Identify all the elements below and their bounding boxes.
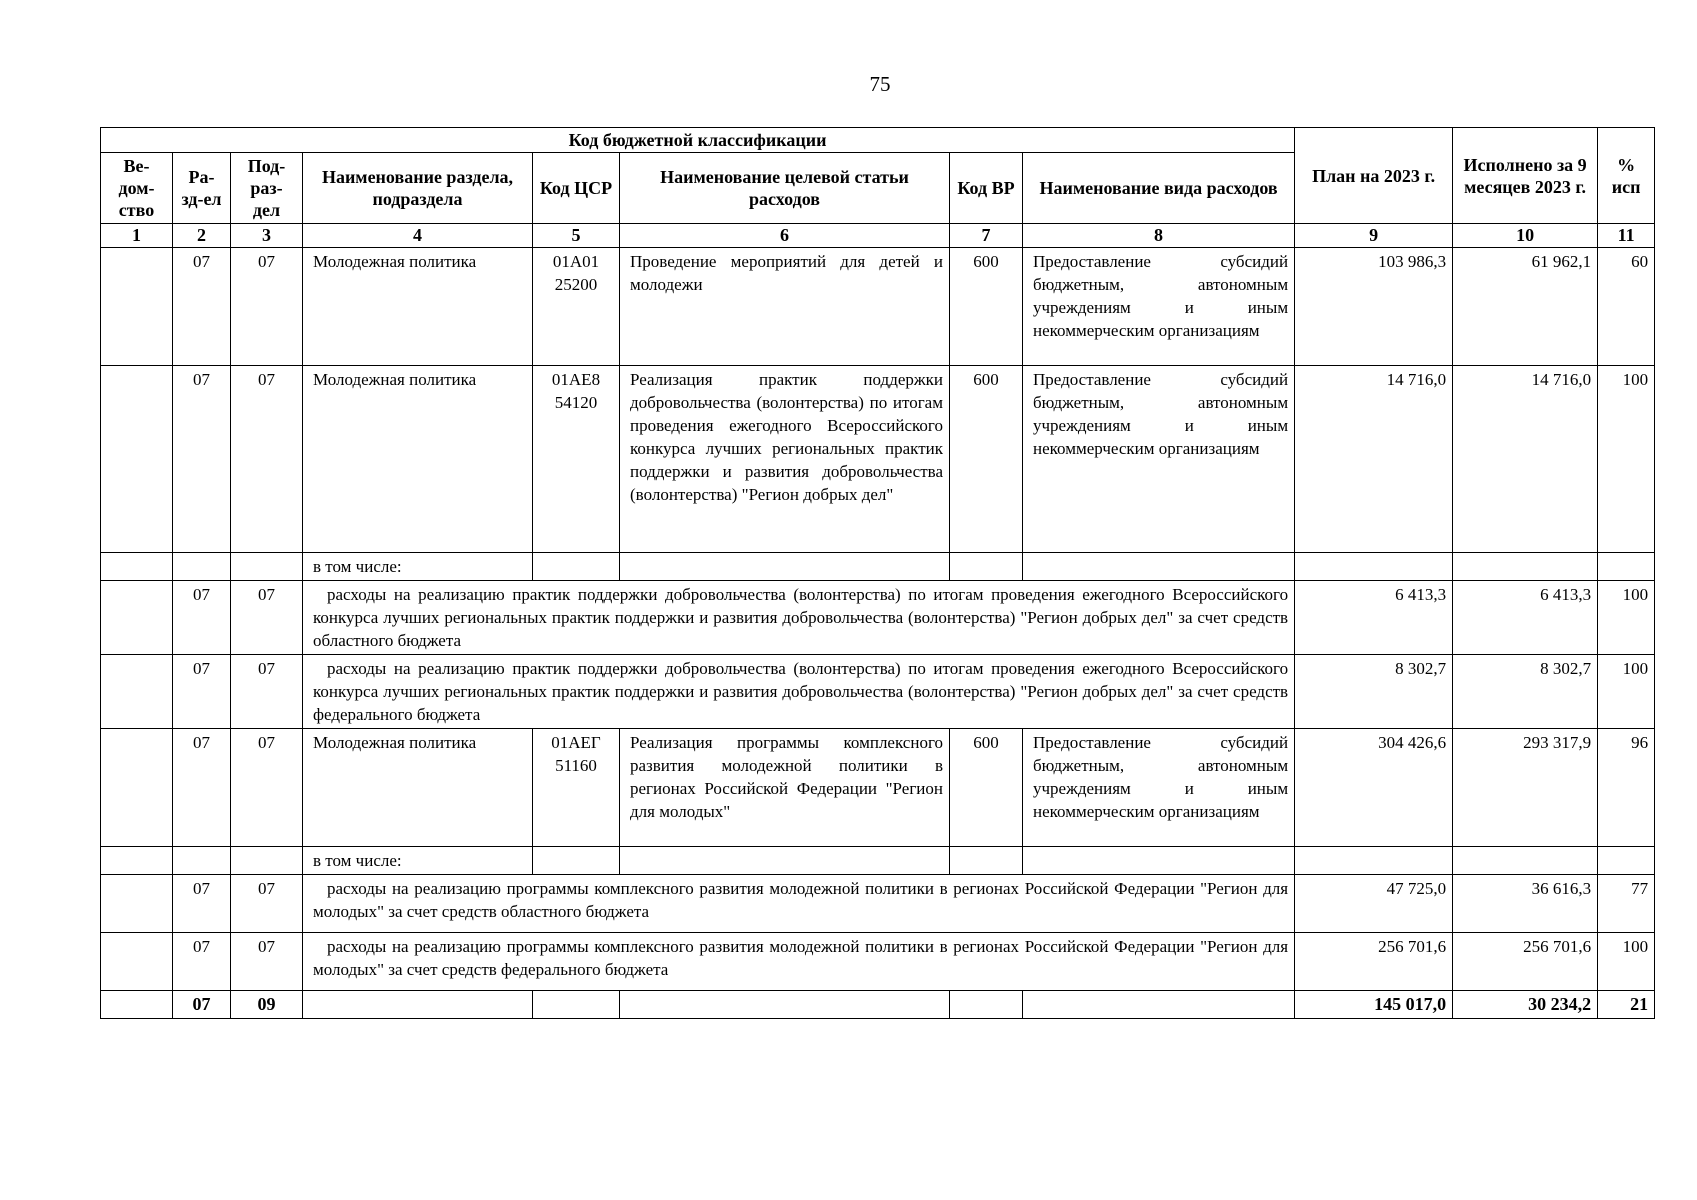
column-number: 2 [173, 224, 231, 248]
cell-executed: 30 234,2 [1453, 991, 1598, 1019]
cell-expense-description: расходы на реализацию практик поддержки добровольчества (волонтерства) по итогам проведения ежегодного Всероссийского конкурса лучших региональных практик поддержки и развития добровольчества (волонтерства) "Регион добрых дел" за счет средств областного бюджета [303, 581, 1295, 655]
cell-executed: 61 962,1 [1453, 248, 1598, 366]
cell-department [101, 991, 173, 1019]
table-row [101, 933, 1655, 991]
cell-empty [1453, 847, 1598, 875]
cell-department [101, 655, 173, 729]
cell-target-name: Реализация практик поддержки добровольчества (волонтерства) по итогам проведения ежегодного Всероссийского конкурса лучших региональных практик поддержки и развития добровольчества (волонтерства) "Регион добрых дел" [620, 366, 950, 553]
column-number: 5 [533, 224, 620, 248]
column-number: 4 [303, 224, 533, 248]
cell-empty [101, 553, 173, 581]
header-plan: План на 2023 г. [1295, 128, 1453, 224]
table-row [101, 875, 1655, 933]
header-row-group [101, 128, 1655, 153]
cell-including-label: в том числе: [303, 847, 533, 875]
cell-empty [533, 847, 620, 875]
header-expense-type: Наименование вида расходов [1023, 153, 1295, 224]
cell-expense-description: расходы на реализацию программы комплексного развития молодежной политики в регионах Российской Федерации "Регион для молодых" за счет средств областного бюджета [303, 875, 1295, 933]
column-number: 7 [950, 224, 1023, 248]
cell-subsection: 07 [231, 729, 303, 847]
column-number: 11 [1598, 224, 1655, 248]
cell-expense-description: расходы на реализацию программы комплексного развития молодежной политики в регионах Российской Федерации "Регион для молодых" за счет средств федерального бюджета [303, 933, 1295, 991]
cell-section: 07 [173, 729, 231, 847]
cell-empty [950, 991, 1023, 1019]
table-row [101, 581, 1655, 655]
cell-plan: 14 716,0 [1295, 366, 1453, 553]
cell-percent: 100 [1598, 933, 1655, 991]
cell-section-name: Молодежная политика [303, 248, 533, 366]
cell-percent: 100 [1598, 366, 1655, 553]
cell-section: 07 [173, 991, 231, 1019]
cell-subsection: 07 [231, 581, 303, 655]
cell-plan: 47 725,0 [1295, 875, 1453, 933]
table-row [101, 248, 1655, 366]
cell-plan: 8 302,7 [1295, 655, 1453, 729]
cell-subsection: 07 [231, 933, 303, 991]
cell-empty [173, 553, 231, 581]
cell-section-name: Молодежная политика [303, 729, 533, 847]
cell-executed: 14 716,0 [1453, 366, 1598, 553]
cell-plan: 103 986,3 [1295, 248, 1453, 366]
cell-subsection: 07 [231, 248, 303, 366]
cell-including-label: в том числе: [303, 553, 533, 581]
cell-expense-type: Предоставление субсидий бюджетным, автономным учреждениям и иным некоммерческим организациям [1023, 366, 1295, 553]
cell-empty [303, 991, 533, 1019]
table-row-subtotal [101, 991, 1655, 1019]
header-percent: % исп [1598, 128, 1655, 224]
cell-empty [1598, 553, 1655, 581]
cell-csr-code: 01АЕГ 51160 [533, 729, 620, 847]
page-number: 75 [869, 72, 891, 96]
cell-empty [950, 847, 1023, 875]
cell-percent: 77 [1598, 875, 1655, 933]
cell-department [101, 729, 173, 847]
header-target-name: Наименование целевой статьи расходов [620, 153, 950, 224]
cell-percent: 100 [1598, 655, 1655, 729]
cell-executed: 256 701,6 [1453, 933, 1598, 991]
table-row [101, 553, 1655, 581]
header-executed: Исполнено за 9 месяцев 2023 г. [1453, 128, 1598, 224]
cell-section: 07 [173, 875, 231, 933]
column-number: 6 [620, 224, 950, 248]
table-row [101, 729, 1655, 847]
cell-csr-code: 01А01 25200 [533, 248, 620, 366]
cell-section-name: Молодежная политика [303, 366, 533, 553]
header-column-numbers [101, 224, 1655, 248]
cell-subsection: 07 [231, 366, 303, 553]
cell-subsection: 09 [231, 991, 303, 1019]
table-row [101, 655, 1655, 729]
cell-target-name: Реализация программы комплексного развития молодежной политики в регионах Российской Федерации "Регион для молодых" [620, 729, 950, 847]
column-number: 3 [231, 224, 303, 248]
cell-empty [101, 847, 173, 875]
cell-vr-code: 600 [950, 729, 1023, 847]
cell-department [101, 366, 173, 553]
cell-executed: 293 317,9 [1453, 729, 1598, 847]
cell-percent: 96 [1598, 729, 1655, 847]
cell-empty [1023, 991, 1295, 1019]
cell-empty [173, 847, 231, 875]
cell-subsection: 07 [231, 655, 303, 729]
cell-empty [1023, 553, 1295, 581]
cell-expense-type: Предоставление субсидий бюджетным, автономным учреждениям и иным некоммерческим организациям [1023, 248, 1295, 366]
cell-empty [1598, 847, 1655, 875]
header-csr-code: Код ЦСР [533, 153, 620, 224]
cell-percent: 100 [1598, 581, 1655, 655]
cell-section: 07 [173, 366, 231, 553]
table-row [101, 366, 1655, 553]
cell-percent: 21 [1598, 991, 1655, 1019]
cell-department [101, 875, 173, 933]
cell-section: 07 [173, 581, 231, 655]
budget-table [100, 127, 1655, 1019]
cell-empty [620, 847, 950, 875]
cell-executed: 6 413,3 [1453, 581, 1598, 655]
cell-department [101, 248, 173, 366]
cell-department [101, 933, 173, 991]
cell-vr-code: 600 [950, 248, 1023, 366]
cell-department [101, 581, 173, 655]
header-section: Ра-зд-ел [173, 153, 231, 224]
cell-empty [1023, 847, 1295, 875]
cell-plan: 145 017,0 [1295, 991, 1453, 1019]
cell-plan: 304 426,6 [1295, 729, 1453, 847]
column-number: 8 [1023, 224, 1295, 248]
header-department: Ве-дом-ство [101, 153, 173, 224]
cell-vr-code: 600 [950, 366, 1023, 553]
cell-section: 07 [173, 248, 231, 366]
cell-subsection: 07 [231, 875, 303, 933]
cell-executed: 36 616,3 [1453, 875, 1598, 933]
cell-empty [1295, 847, 1453, 875]
cell-expense-description: расходы на реализацию практик поддержки добровольчества (волонтерства) по итогам проведения ежегодного Всероссийского конкурса лучших региональных практик поддержки и развития добровольчества (волонтерства) "Регион добрых дел" за счет средств федерального бюджета [303, 655, 1295, 729]
cell-empty [1295, 553, 1453, 581]
cell-section: 07 [173, 933, 231, 991]
cell-csr-code: 01АЕ8 54120 [533, 366, 620, 553]
cell-executed: 8 302,7 [1453, 655, 1598, 729]
cell-empty [231, 847, 303, 875]
header-budget-classification: Код бюджетной классификации [101, 128, 1295, 153]
cell-plan: 256 701,6 [1295, 933, 1453, 991]
cell-plan: 6 413,3 [1295, 581, 1453, 655]
cell-section: 07 [173, 655, 231, 729]
header-subsection: Под-раз-дел [231, 153, 303, 224]
cell-empty [533, 553, 620, 581]
column-number: 1 [101, 224, 173, 248]
header-section-name: Наименование раздела, подраздела [303, 153, 533, 224]
cell-empty [1453, 553, 1598, 581]
cell-empty [231, 553, 303, 581]
cell-expense-type: Предоставление субсидий бюджетным, автономным учреждениям и иным некоммерческим организациям [1023, 729, 1295, 847]
cell-target-name: Проведение мероприятий для детей и молодежи [620, 248, 950, 366]
cell-empty [533, 991, 620, 1019]
cell-percent: 60 [1598, 248, 1655, 366]
header-vr-code: Код ВР [950, 153, 1023, 224]
cell-empty [950, 553, 1023, 581]
column-number: 9 [1295, 224, 1453, 248]
cell-empty [620, 553, 950, 581]
table-row [101, 847, 1655, 875]
column-number: 10 [1453, 224, 1598, 248]
cell-empty [620, 991, 950, 1019]
